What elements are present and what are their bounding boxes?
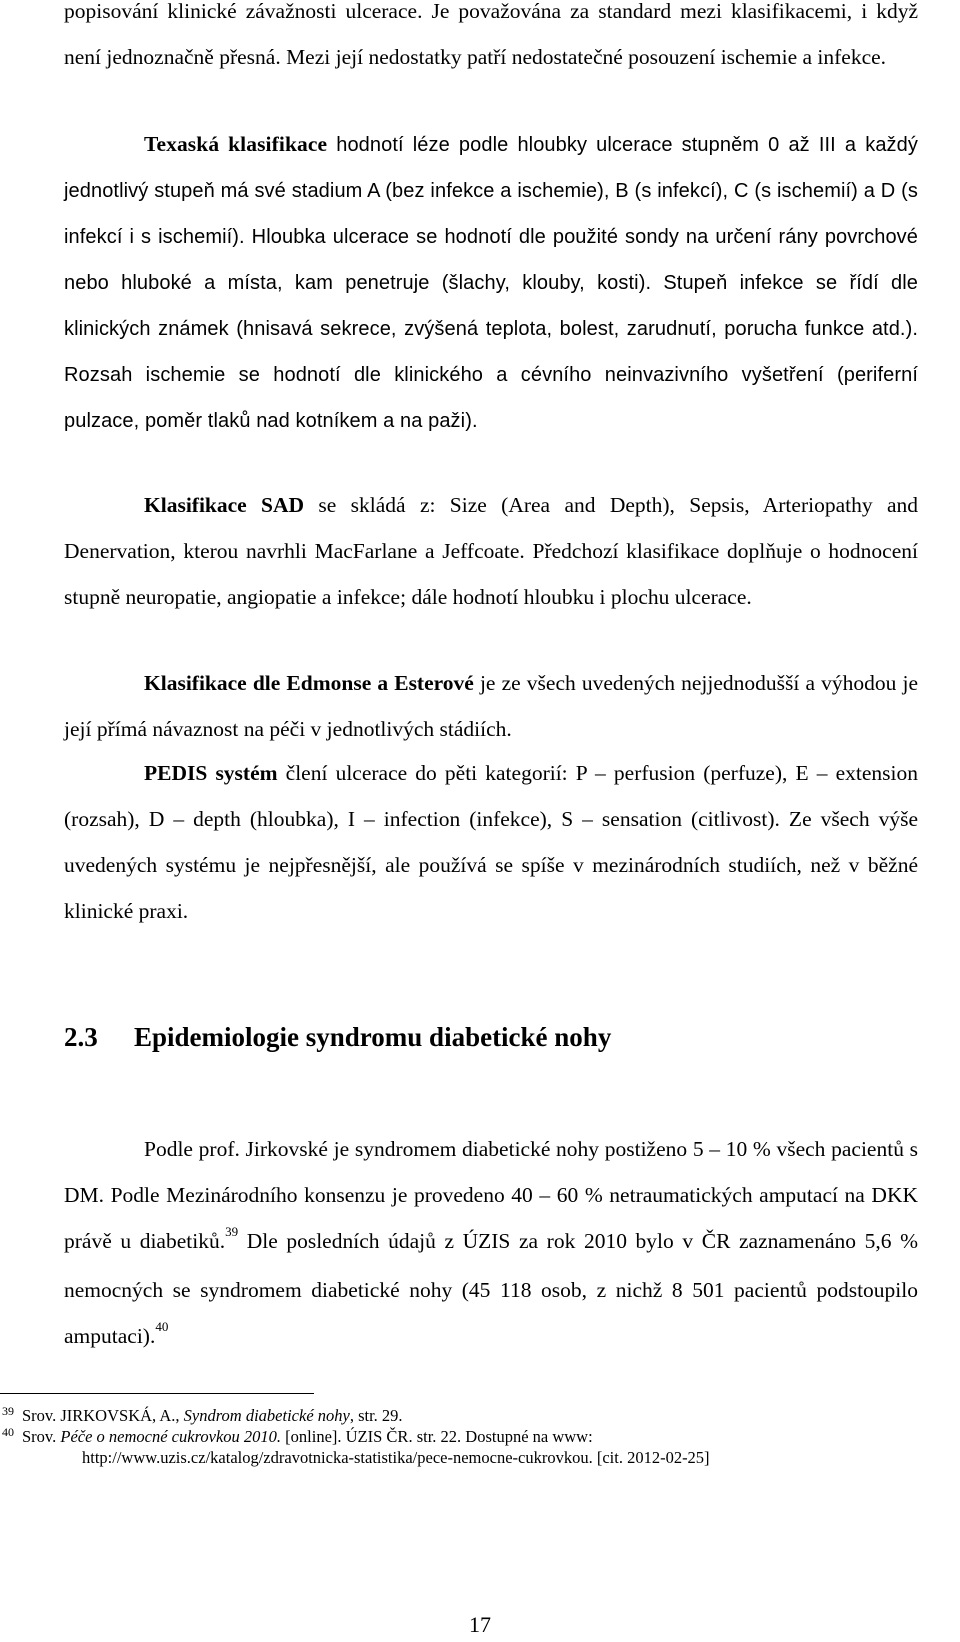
section-heading (64, 1022, 918, 1053)
paragraph-text: se skládá z: Size (Area and Depth), Sepsis, Arteriopathy and Denervation, kterou navrhli MacFarlane a Jeffcoate. Předchozí klasifikace doplňuje o hodnocení stupně neuropatie, angiopatie a infekce; dále hodnotí hloubku i plochu ulcerace. (64, 493, 918, 609)
paragraph-pedis-system (64, 750, 918, 934)
footnote-reference: 40 (155, 1319, 169, 1334)
footnote-text: , str. 29. (349, 1406, 403, 1425)
term-bold: Klasifikace SAD (144, 493, 305, 517)
paragraph-text: je ze všech uvedených nejjednodušší a výhodou je její přímá návaznost na péči v jednotlivých stádiích. (64, 671, 919, 741)
term-bold: PEDIS systém (144, 761, 278, 785)
paragraph-body (64, 482, 918, 620)
paragraph-body (64, 1126, 918, 1362)
paragraph-continuation (64, 0, 918, 80)
paragraph-edmonds-classification (64, 660, 918, 752)
footnotes (0, 1405, 930, 1468)
footnote-mark: 39 (2, 1404, 14, 1418)
section-number: 2.3 (64, 1022, 98, 1052)
term-bold: Klasifikace dle Edmonse a Esterové (144, 671, 474, 695)
paragraph-text: hodnotí léze podle hloubky ulcerace stupněm 0 až III a každý jednotlivý stupeň má své stadium A (bez infekce a ischemie), B (s infekcí), C (s ischemií) a D (s infekcí i s ischemií). Hloubka ulcerace se hodnotí dle použité sondy na určení rány povrchové nebo hluboké a místa, kam penetruje (šlachy, klouby, kosti). Stupeň infekce se řídí dle klinických známek (hnisavá sekrece, zvýšená teplota, bolest, zarudnutí, porucha funkce atd.). Rozsah ischemie se hodnotí dle klinického a cévního neinvazivního vyšetření (periferní pulzace, poměr tlaků nad kotníkem a na paži). (64, 134, 918, 432)
footnote-reference: 39 (225, 1224, 239, 1239)
paragraph-body (64, 750, 918, 934)
footnote-mark: 40 (2, 1425, 14, 1439)
paragraph-text: popisování klinické závažnosti ulcerace. Je považována za standard mezi klasifikacemi, i když není jednoznačně přesná. Mezi její nedostatky patří nedostatečné posouzení ischemie a infekce. (64, 0, 918, 69)
footnote-text: Srov. JIRKOVSKÁ, A., (22, 1406, 184, 1425)
footnote (0, 1405, 930, 1426)
paragraph-body (64, 660, 918, 752)
paragraph-text: Podle prof. Jirkovské je syndromem diabetické nohy postiženo 5 – 10 % všech pacientů s DM. Podle Mezinárodního konsenzu je provedeno 40 – 60 % netraumatických amputací na DKK právě u diabetiků. (64, 1137, 918, 1253)
footnote-title: Péče o nemocné cukrovkou 2010. (60, 1427, 282, 1446)
paragraph-text: Dle posledních údajů z ÚZIS za rok 2010 bylo v ČR zaznamenáno 5,6 % nemocných se syndromem diabetické nohy (45 118 osob, z nichž 8 501 pacientů podstoupilo amputaci). (64, 1229, 918, 1348)
section-title: Epidemiologie syndromu diabetické nohy (134, 1022, 612, 1052)
paragraph-texas-classification (64, 121, 918, 444)
term-bold: Texaská klasifikace (144, 132, 328, 156)
paragraph-epidemiology (64, 1126, 918, 1362)
footnote-separator (0, 1393, 314, 1394)
footnote (0, 1426, 930, 1447)
paragraph-body (64, 121, 918, 444)
footnote-url: http://www.uzis.cz/katalog/zdravotnicka-statistika/pece-nemocne-cukrovkou. [cit. 2012-02-25] (82, 1448, 710, 1467)
page-number: 17 (469, 1612, 491, 1637)
paragraph-sad-classification (64, 482, 918, 620)
footnote-title: Syndrom diabetické nohy (183, 1406, 350, 1425)
footnote-text: Srov. (22, 1427, 61, 1446)
footnote-text: [online]. ÚZIS ČR. str. 22. Dostupné na www: (281, 1427, 593, 1446)
paragraph-text: člení ulcerace do pěti kategorií: P – perfusion (perfuze), E – extension (rozsah), D – depth (hloubka), I – infection (infekce), S – sensation (citlivost). Ze všech výše uvedených systému je nejpřesnější, ale používá se spíše v mezinárodních studiích, než v běžné klinické praxi. (64, 761, 919, 923)
